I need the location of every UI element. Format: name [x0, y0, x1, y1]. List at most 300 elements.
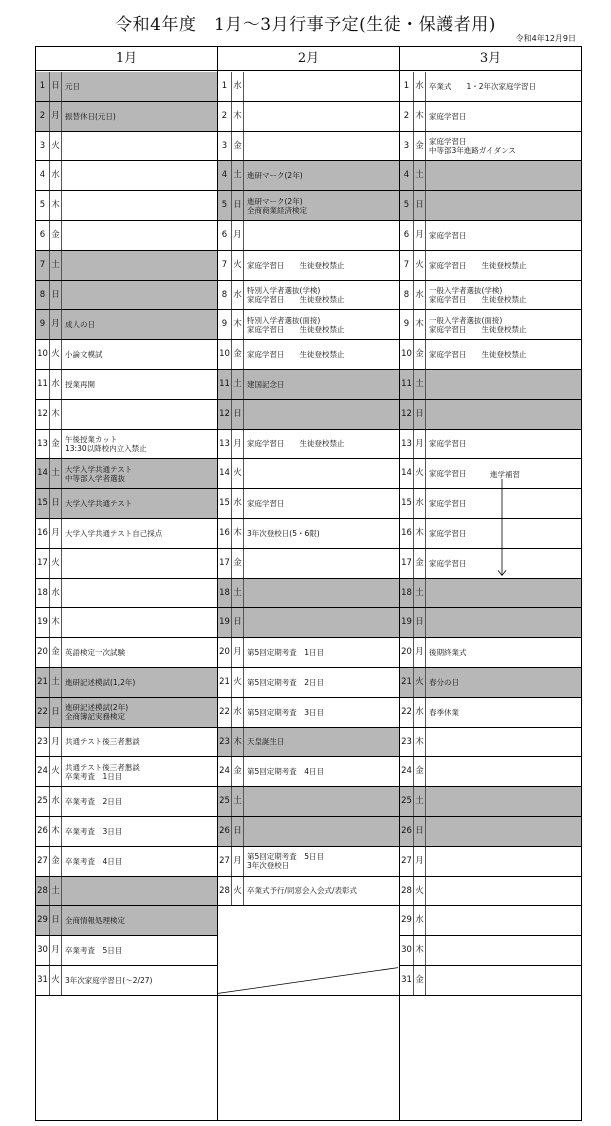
weekday: 火	[414, 459, 426, 488]
day-number: 11	[218, 370, 232, 399]
day-number: 6	[36, 221, 50, 250]
event-text	[429, 579, 579, 608]
day-number: 26	[36, 817, 50, 846]
event-text: 卒業式予行/同窓会入会式/表彰式	[247, 886, 358, 896]
day-row	[400, 757, 581, 787]
weekday: 木	[414, 102, 426, 131]
day-number: 26	[218, 817, 232, 846]
day-number: 25	[218, 787, 232, 816]
weekday: 日	[50, 72, 62, 101]
day-number: 17	[400, 549, 414, 578]
weekday: 金	[50, 847, 62, 876]
day-number: 16	[400, 519, 414, 548]
day-row	[400, 340, 581, 370]
day-row	[218, 72, 399, 102]
weekday: 水	[50, 579, 62, 608]
weekday: 火	[50, 132, 62, 161]
day-number: 17	[218, 549, 232, 578]
event-text: 家庭学習日	[247, 499, 285, 509]
day-row	[36, 817, 217, 847]
weekday: 月	[232, 430, 244, 459]
day-row	[400, 370, 581, 400]
event-text	[247, 102, 397, 131]
day-number: 20	[218, 638, 232, 667]
day-number: 4	[36, 161, 50, 190]
month-header: 3月	[400, 47, 581, 71]
weekday: 月	[414, 638, 426, 667]
empty-area	[400, 996, 581, 1122]
weekday: 月	[50, 102, 62, 131]
event-text: 卒業考査 3日目	[65, 826, 123, 836]
event-text	[429, 191, 579, 220]
day-number: 27	[400, 847, 414, 876]
event-text	[429, 728, 579, 757]
day-row	[218, 608, 399, 638]
day-number: 26	[400, 817, 414, 846]
weekday: 水	[232, 281, 244, 310]
day-number: 30	[400, 936, 414, 965]
event-text: 家庭学習日 中等部3年進路ガイダンス	[429, 136, 516, 155]
day-row	[218, 847, 399, 877]
day-number: 23	[36, 728, 50, 757]
day-number: 21	[36, 668, 50, 697]
event-text: 大学入学共通テスト 中等部入学者選抜	[65, 464, 133, 483]
day-number: 8	[218, 281, 232, 310]
event-text	[429, 936, 579, 965]
day-number: 6	[400, 221, 414, 250]
issue-date: 令和4年12月9日	[515, 34, 576, 43]
weekday: 日	[414, 817, 426, 846]
event-text: 共通テスト後三者懇談 卒業考査 1日目	[65, 762, 140, 781]
day-row	[36, 668, 217, 698]
day-row	[218, 698, 399, 728]
day-row	[36, 400, 217, 430]
day-row	[218, 638, 399, 668]
day-row	[36, 370, 217, 400]
day-number: 21	[400, 668, 414, 697]
event-text: 3年次登校日(5・6限)	[247, 528, 320, 538]
weekday: 火	[50, 340, 62, 369]
event-text	[429, 608, 579, 637]
march-note: 進学補習	[490, 470, 520, 480]
weekday: 木	[50, 400, 62, 429]
event-text: 第5回定期考査 5日目 3年次登校日	[247, 852, 325, 871]
event-text: 家庭学習日	[429, 439, 467, 449]
day-number: 13	[218, 430, 232, 459]
event-text: 春分の日	[429, 677, 459, 687]
day-row	[218, 757, 399, 787]
day-number: 27	[36, 847, 50, 876]
day-row	[400, 161, 581, 191]
day-row	[400, 519, 581, 549]
day-number: 1	[36, 72, 50, 101]
weekday: 月	[50, 310, 62, 339]
day-number: 17	[36, 549, 50, 578]
day-number: 16	[218, 519, 232, 548]
event-text: 家庭学習日 生徒登校禁止	[429, 260, 527, 270]
event-text	[429, 370, 579, 399]
event-text: 家庭学習日	[429, 558, 467, 568]
day-row	[400, 489, 581, 519]
day-number: 1	[400, 72, 414, 101]
weekday: 水	[232, 698, 244, 727]
day-number: 29	[400, 906, 414, 935]
weekday: 金	[232, 340, 244, 369]
day-number: 14	[218, 459, 232, 488]
weekday: 金	[414, 757, 426, 786]
event-text: 家庭学習日 生徒登校禁止	[247, 439, 345, 449]
weekday: 日	[50, 281, 62, 310]
day-row	[400, 698, 581, 728]
event-text	[429, 787, 579, 816]
weekday: 木	[232, 310, 244, 339]
weekday: 金	[232, 757, 244, 786]
event-text: 家庭学習日	[429, 230, 467, 240]
weekday: 金	[50, 638, 62, 667]
event-text: 特別入学者選抜(学検) 家庭学習日 生徒登校禁止	[247, 285, 345, 304]
day-row	[218, 459, 399, 489]
event-text: 家庭学習日	[429, 469, 467, 479]
weekday: 土	[232, 370, 244, 399]
weekday: 木	[232, 102, 244, 131]
weekday: 水	[50, 787, 62, 816]
event-text: 卒業考査 2日目	[65, 797, 123, 807]
event-text	[247, 549, 397, 578]
weekday: 火	[414, 251, 426, 280]
weekday: 日	[414, 608, 426, 637]
day-number: 2	[400, 102, 414, 131]
day-row	[36, 72, 217, 102]
event-text: 家庭学習日 生徒登校禁止	[247, 260, 345, 270]
day-number: 1	[218, 72, 232, 101]
day-row	[400, 579, 581, 609]
day-row	[218, 251, 399, 281]
day-row	[400, 787, 581, 817]
day-number: 31	[36, 966, 50, 995]
weekday: 土	[414, 161, 426, 190]
day-row	[400, 847, 581, 877]
event-text	[65, 132, 215, 161]
weekday: 日	[232, 817, 244, 846]
event-text	[65, 608, 215, 637]
day-number: 22	[218, 698, 232, 727]
event-text	[247, 817, 397, 846]
day-number: 15	[36, 489, 50, 518]
day-row	[218, 400, 399, 430]
day-row	[36, 847, 217, 877]
event-text: 家庭学習日 生徒登校禁止	[429, 350, 527, 360]
day-row	[218, 221, 399, 251]
event-text: 春季休業	[429, 707, 459, 717]
day-number: 14	[400, 459, 414, 488]
day-number: 13	[36, 430, 50, 459]
weekday: 日	[232, 608, 244, 637]
event-text: 第5回定期考査 3日目	[247, 707, 325, 717]
event-text: 進研マーク(2年) 全商商業経済検定	[247, 196, 307, 215]
day-row	[400, 72, 581, 102]
weekday: 木	[414, 310, 426, 339]
event-text	[65, 281, 215, 310]
day-row	[36, 340, 217, 370]
weekday: 土	[50, 459, 62, 488]
day-row	[218, 430, 399, 460]
event-text	[65, 221, 215, 250]
day-number: 23	[218, 728, 232, 757]
event-text: 第5回定期考査 4日目	[247, 767, 325, 777]
day-row	[36, 549, 217, 579]
day-row	[400, 817, 581, 847]
event-text: 卒業式 1・2年次家庭学習日	[429, 81, 537, 91]
day-number: 10	[218, 340, 232, 369]
weekday: 日	[50, 698, 62, 727]
day-row	[400, 668, 581, 698]
day-row	[400, 430, 581, 460]
day-row	[218, 728, 399, 758]
day-number: 18	[400, 579, 414, 608]
weekday: 日	[232, 400, 244, 429]
page-title: 令和4年度 1月～3月行事予定(生徒・保護者用)	[115, 15, 496, 35]
day-row	[400, 281, 581, 311]
weekday: 日	[414, 400, 426, 429]
event-text: 大学入学共通テスト	[65, 499, 133, 509]
month-header: 2月	[218, 47, 399, 71]
weekday: 水	[50, 161, 62, 190]
day-number: 4	[400, 161, 414, 190]
event-text: 英語検定一次試験	[65, 648, 125, 658]
event-text: 元日	[65, 81, 80, 91]
day-number: 10	[400, 340, 414, 369]
event-text: 進研記述模試(1,2年)	[65, 677, 136, 687]
day-row	[36, 489, 217, 519]
down-arrow-icon	[497, 479, 507, 576]
weekday: 土	[232, 787, 244, 816]
event-text: 3年次家庭学習日(～2/27)	[65, 975, 153, 985]
event-text	[247, 608, 397, 637]
day-row	[36, 877, 217, 907]
day-number: 31	[400, 966, 414, 995]
day-row	[36, 191, 217, 221]
day-number: 2	[36, 102, 50, 131]
day-number: 24	[36, 757, 50, 786]
weekday: 金	[50, 430, 62, 459]
event-text: 後期終業式	[429, 648, 467, 658]
event-text: 全商情報処理検定	[65, 916, 125, 926]
day-number: 4	[218, 161, 232, 190]
event-text: 特別入学者選抜(面接) 家庭学習日 生徒登校禁止	[247, 315, 345, 334]
day-row	[36, 281, 217, 311]
day-row	[400, 728, 581, 758]
day-number: 29	[36, 906, 50, 935]
weekday: 火	[50, 966, 62, 995]
day-row	[400, 877, 581, 907]
day-row	[400, 906, 581, 936]
weekday: 木	[414, 936, 426, 965]
weekday: 木	[50, 608, 62, 637]
weekday: 火	[50, 757, 62, 786]
day-row	[218, 340, 399, 370]
event-text: 家庭学習日	[429, 528, 467, 538]
month-column-february	[218, 47, 400, 1120]
weekday: 火	[232, 459, 244, 488]
event-text	[65, 877, 215, 906]
day-number: 15	[400, 489, 414, 518]
day-row	[218, 102, 399, 132]
event-text	[429, 966, 579, 995]
day-number: 7	[36, 251, 50, 280]
event-text	[247, 459, 397, 488]
day-number: 6	[218, 221, 232, 250]
weekday: 水	[414, 281, 426, 310]
event-text	[247, 72, 397, 101]
day-row	[400, 608, 581, 638]
event-text	[65, 191, 215, 220]
weekday: 火	[232, 251, 244, 280]
day-number: 28	[218, 877, 232, 906]
weekday: 土	[232, 579, 244, 608]
day-row	[218, 161, 399, 191]
event-text: 家庭学習日	[429, 111, 467, 121]
weekday: 土	[414, 787, 426, 816]
day-row	[36, 638, 217, 668]
day-number: 20	[36, 638, 50, 667]
event-text	[429, 877, 579, 906]
weekday: 土	[414, 579, 426, 608]
weekday: 木	[50, 191, 62, 220]
day-row	[400, 966, 581, 996]
day-number: 25	[400, 787, 414, 816]
month-column-january	[36, 47, 218, 1120]
weekday: 金	[50, 221, 62, 250]
day-row	[218, 132, 399, 162]
day-row	[36, 310, 217, 340]
month-header: 1月	[36, 47, 217, 71]
day-number: 12	[400, 400, 414, 429]
day-number: 25	[36, 787, 50, 816]
weekday: 木	[414, 728, 426, 757]
event-text	[65, 161, 215, 190]
weekday: 木	[232, 728, 244, 757]
day-number: 24	[400, 757, 414, 786]
day-row	[218, 877, 399, 907]
day-row	[400, 251, 581, 281]
weekday: 月	[50, 936, 62, 965]
weekday: 月	[50, 728, 62, 757]
day-row	[400, 549, 581, 579]
day-number: 3	[400, 132, 414, 161]
weekday: 木	[232, 519, 244, 548]
day-number: 11	[400, 370, 414, 399]
day-row	[218, 787, 399, 817]
day-row	[36, 251, 217, 281]
day-number: 12	[218, 400, 232, 429]
event-text	[65, 400, 215, 429]
event-text: 家庭学習日 生徒登校禁止	[247, 350, 345, 360]
day-number: 7	[400, 251, 414, 280]
day-row	[218, 191, 399, 221]
empty-area	[36, 996, 217, 1122]
day-row	[218, 579, 399, 609]
day-number: 28	[36, 877, 50, 906]
day-row	[218, 281, 399, 311]
weekday: 水	[50, 370, 62, 399]
weekday: 月	[414, 221, 426, 250]
event-text: 第5回定期考査 1日目	[247, 648, 325, 658]
unused-days-diagonal	[218, 906, 400, 995]
day-number: 21	[218, 668, 232, 697]
weekday: 水	[414, 72, 426, 101]
event-text	[429, 161, 579, 190]
event-text	[65, 251, 215, 280]
calendar-table	[35, 46, 582, 1121]
unused-days-box	[218, 906, 399, 995]
day-number: 19	[400, 608, 414, 637]
day-number: 3	[36, 132, 50, 161]
weekday: 木	[414, 519, 426, 548]
day-row	[36, 579, 217, 609]
day-number: 20	[400, 638, 414, 667]
weekday: 火	[414, 877, 426, 906]
weekday: 月	[232, 847, 244, 876]
day-row	[400, 221, 581, 251]
day-row	[218, 549, 399, 579]
day-number: 9	[218, 310, 232, 339]
day-number: 5	[36, 191, 50, 220]
day-row	[218, 310, 399, 340]
event-text	[429, 757, 579, 786]
day-row	[36, 966, 217, 996]
day-number: 15	[218, 489, 232, 518]
day-row	[400, 936, 581, 966]
day-row	[36, 459, 217, 489]
event-text: 一般入学者選抜(面接) 家庭学習日 生徒登校禁止	[429, 315, 527, 334]
event-text: 授業再開	[65, 379, 95, 389]
weekday: 水	[232, 72, 244, 101]
day-row	[218, 489, 399, 519]
event-text: 卒業考査 5日目	[65, 946, 123, 956]
weekday: 水	[232, 489, 244, 518]
day-row	[36, 102, 217, 132]
weekday: 土	[50, 251, 62, 280]
day-number: 8	[36, 281, 50, 310]
event-text: 建国記念日	[247, 379, 285, 389]
event-text	[247, 787, 397, 816]
weekday: 金	[414, 966, 426, 995]
day-row	[400, 191, 581, 221]
day-row	[400, 310, 581, 340]
day-number: 13	[400, 430, 414, 459]
day-number: 23	[400, 728, 414, 757]
day-row	[36, 161, 217, 191]
event-text	[429, 847, 579, 876]
event-text	[429, 906, 579, 935]
month-column-march	[400, 47, 581, 1120]
weekday: 月	[50, 519, 62, 548]
day-row	[36, 698, 217, 728]
day-row	[400, 132, 581, 162]
day-number: 19	[36, 608, 50, 637]
day-row	[400, 400, 581, 430]
day-row	[36, 132, 217, 162]
day-number: 27	[218, 847, 232, 876]
day-number: 9	[400, 310, 414, 339]
day-row	[218, 668, 399, 698]
event-text	[65, 579, 215, 608]
day-row	[36, 757, 217, 787]
event-text	[429, 400, 579, 429]
day-number: 22	[400, 698, 414, 727]
weekday: 月	[232, 221, 244, 250]
day-row	[36, 906, 217, 936]
